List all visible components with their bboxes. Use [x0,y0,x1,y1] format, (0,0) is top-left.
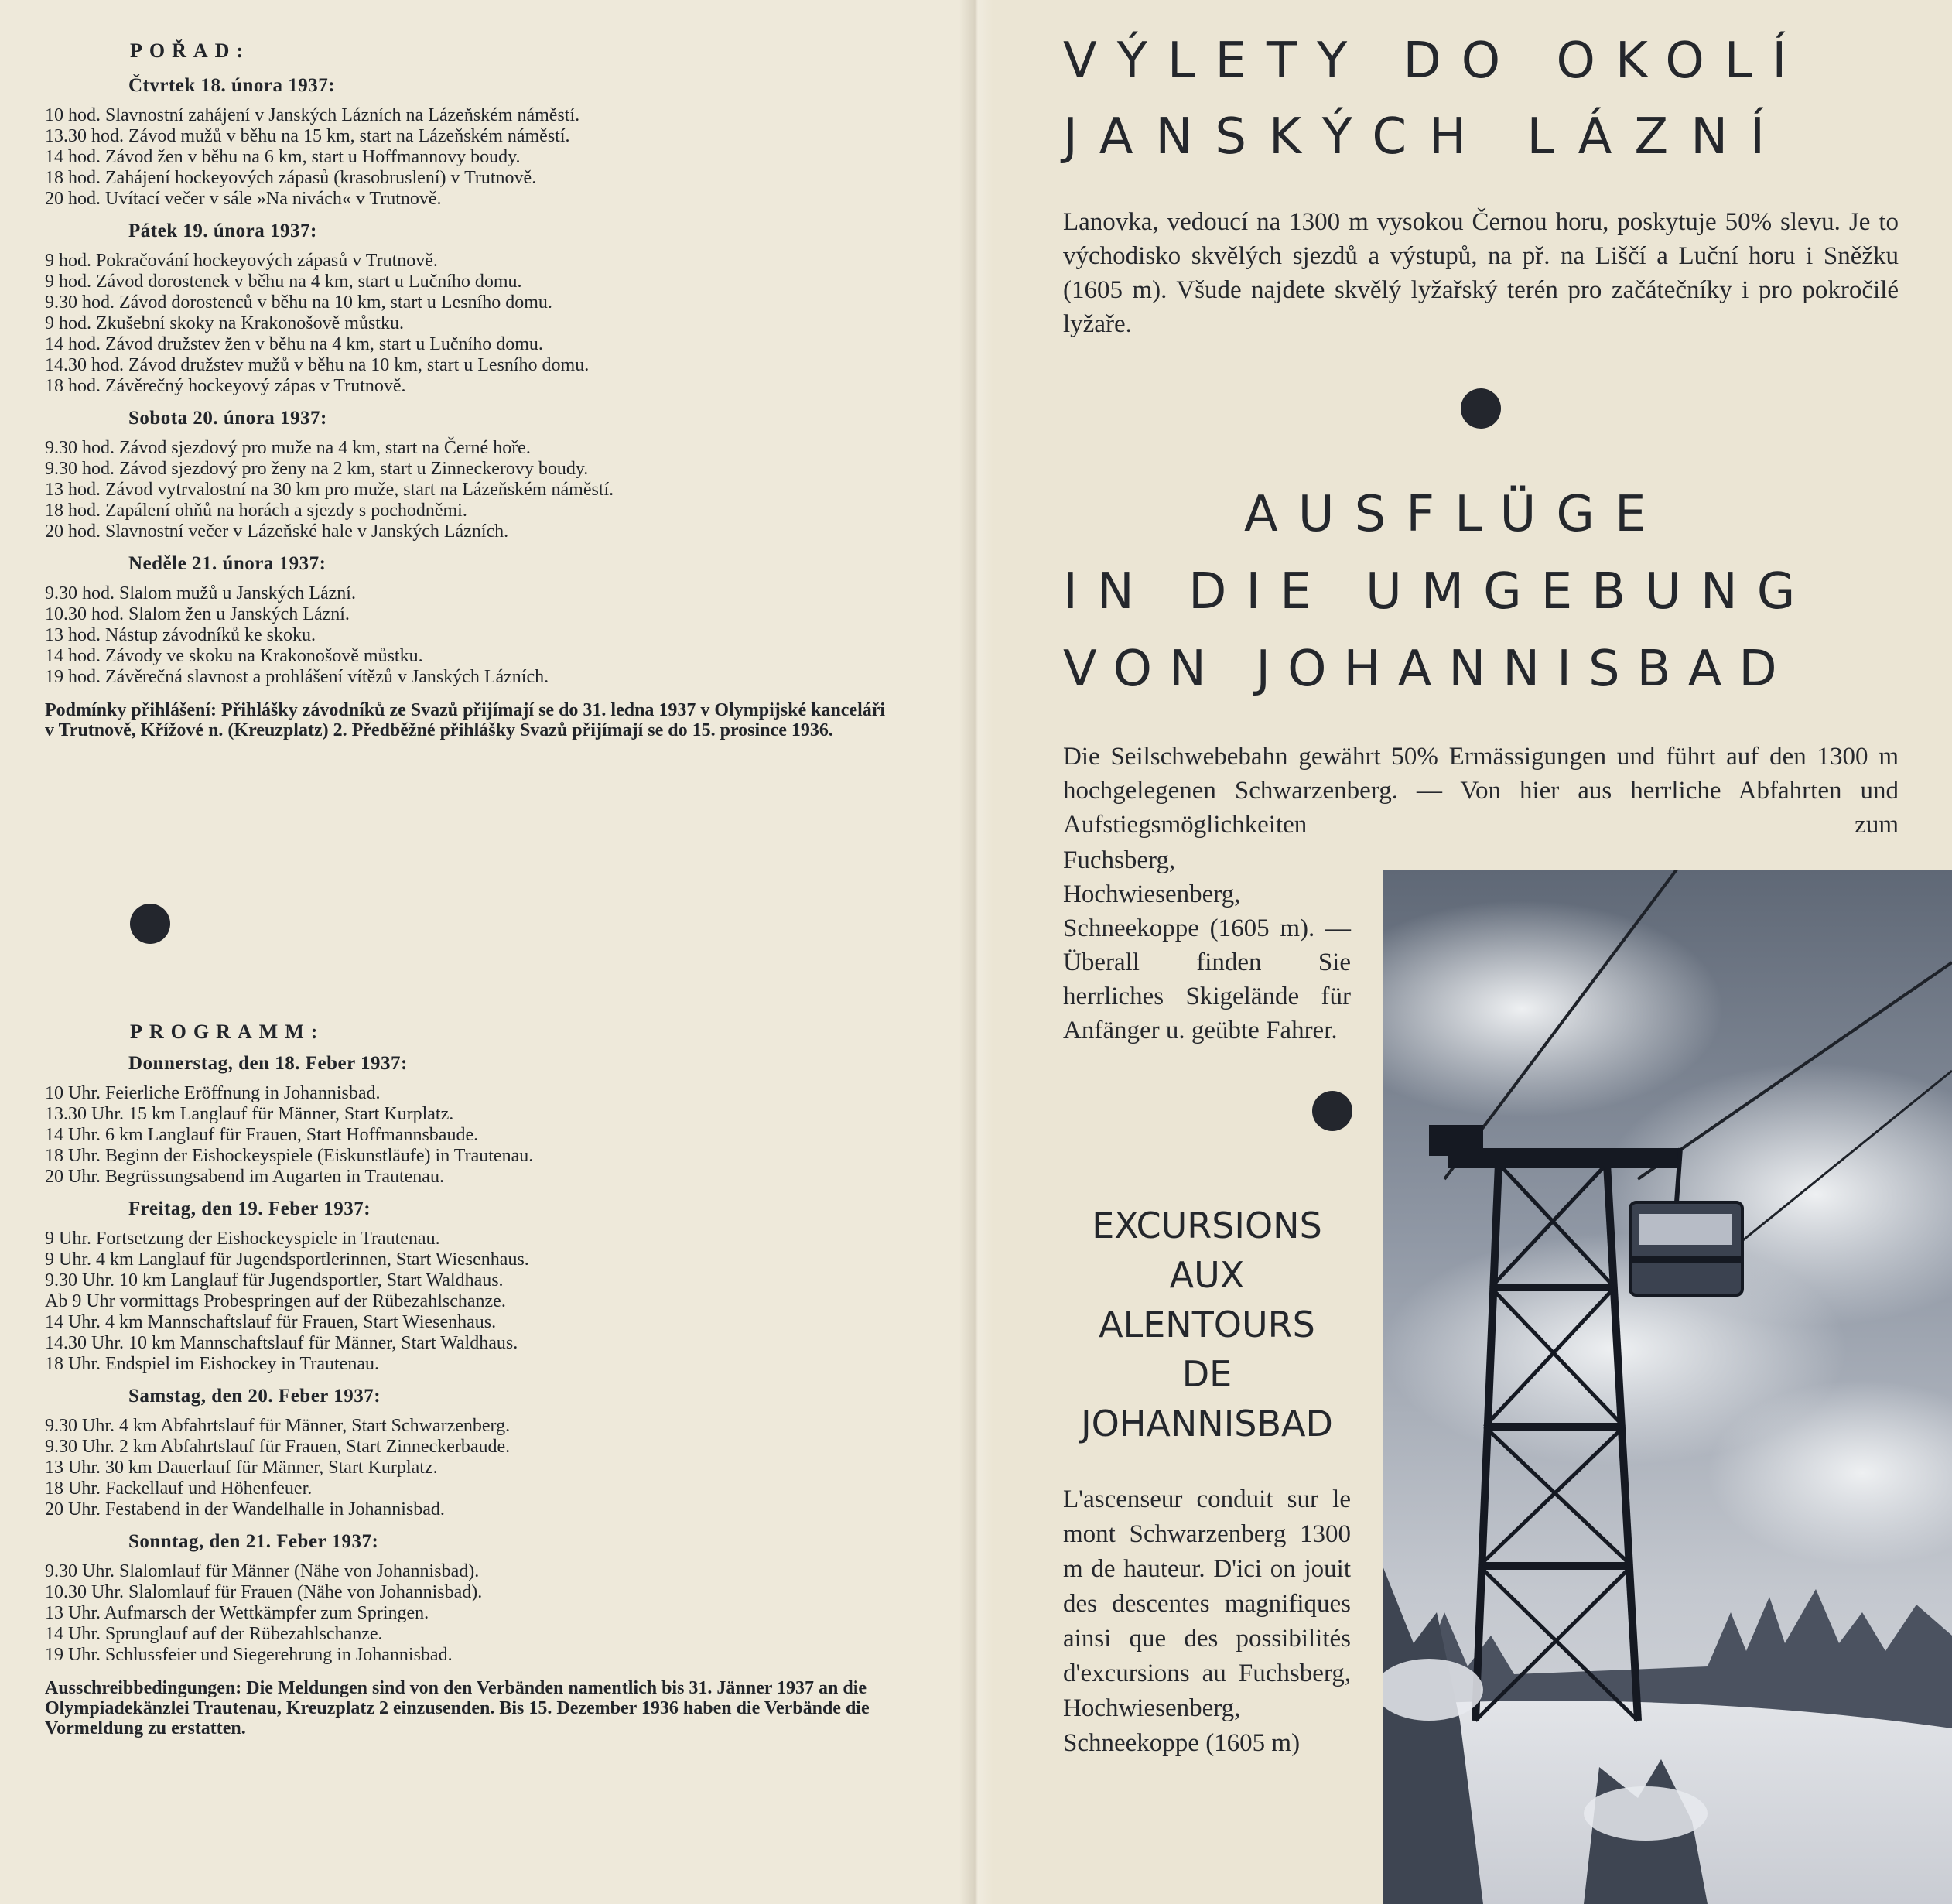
cz-schedule-line: 9.30 hod. Slalom mužů u Janských Lázní. [45,583,356,603]
page-fold [959,0,993,1904]
cz-day-heading: Neděle 21. února 1937: [128,553,326,574]
de-schedule-line: 13 Uhr. 30 km Dauerlauf für Männer, Start Kurplatz. [45,1458,438,1478]
de-day-heading: Samstag, den 20. Feber 1937: [128,1386,381,1407]
de-schedule-line: 9.30 Uhr. Slalomlauf für Männer (Nähe von Johannisbad). [45,1561,480,1581]
bullet-dot [1312,1091,1352,1131]
de-schedule-line: 9.30 Uhr. 4 km Abfahrtslauf für Männer, Start Schwarzenberg. [45,1416,511,1436]
de-programme [45,1021,904,1738]
cz-schedule-line: 9.30 hod. Závod dorostenců v běhu na 10 km, start u Lesního domu. [45,292,552,313]
de-schedule-line: 18 Uhr. Beginn der Eishockeyspiele (Eiskunstläufe) in Trautenau. [45,1146,534,1166]
fr-heading-line: AUX [1169,1254,1245,1296]
fr-excursions-text: L'ascenseur conduit sur le mont Schwarzenberg 1300 m de hauteur. D'ici on jouit des descentes magnifiques ainsi que des possibilités d'excursions au Fuchsberg, Hochwiesenberg, Schneekoppe (1605 m) [1063,1485,1351,1757]
de-day-heading: Sonntag, den 21. Feber 1937: [128,1531,379,1552]
cz-schedule-line: 18 hod. Zapálení ohňů na horách a sjezdy s pochodněmi. [45,501,467,521]
de-heading-line-3: VON JOHANNISBAD [1063,641,1794,698]
cz-schedule-line: 14 hod. Závod žen v běhu na 6 km, start u Hoffmannovy boudy. [45,147,521,167]
fr-heading [1060,1201,1354,1448]
fr-heading-line: ALENTOURS [1099,1304,1315,1345]
cz-schedule-line: 13 hod. Nástup závodníků ke skoku. [45,625,316,645]
cz-schedule-line: 14.30 hod. Závod družstev mužů v běhu na 10 km, start u Lesního domu. [45,355,590,375]
cz-schedule-line: 9 hod. Pokračování hockeyových zápasů v Trutnově. [45,251,438,271]
cz-excursions-text: Lanovka, vedoucí na 1300 m vysokou Černou horu, poskytuje 50% slevu. Je to východisko skvělých sjezdů a výstupů, na př. na Liščí a Luční horu i Sněžku (1605 m). Všude najdete skvělý lyžařský terén pro začátečníky i pro pokročilé lyžaře. [1063,208,1899,338]
cable-car-photo [1383,870,1952,1904]
cz-day-heading: Sobota 20. února 1937: [128,408,327,429]
de-schedule-line: Ab 9 Uhr vormittags Probespringen auf der Rübezahlschanze. [45,1291,506,1311]
de-schedule-line: 18 Uhr. Fackellauf und Höhenfeuer. [45,1478,313,1499]
cz-schedule-line: 14 hod. Závod družstev žen v běhu na 4 km, start u Lučního domu. [45,334,543,354]
cz-schedule-line: 20 hod. Slavnostní večer v Lázeňské hale v Janských Lázních. [45,521,509,542]
de-schedule-line: 9.30 Uhr. 2 km Abfahrtslauf für Frauen, Start Zinneckerbaude. [45,1437,511,1457]
de-excursions-text: Die Seilschwebebahn gewährt 50% Ermässigungen und führt auf den 1300 m hochgelegenen Schwarzenberg. — Von hier aus herrliche Abfahrten und Aufstiegsmöglichkeiten zum [1063,743,1899,839]
cz-schedule-line: 18 hod. Závěrečný hockeyový zápas v Trutnově. [45,376,406,396]
cz-programme [45,40,904,740]
cz-schedule-line: 9.30 hod. Závod sjezdový pro ženy na 2 km, start u Zinneckerovy boudy. [45,459,589,479]
de-schedule-line: 9 Uhr. Fortsetzung der Eishockeyspiele in Trautenau. [45,1229,440,1249]
de-day-heading: Donnerstag, den 18. Feber 1937: [128,1053,408,1074]
cz-schedule-line: 9.30 hod. Závod sjezdový pro muže na 4 km, start na Černé hoře. [45,438,531,458]
bullet-dot [130,904,170,944]
de-excursions-text-narrow: Fuchsberg, Hochwiesenberg, Schneekoppe (1605 m). — Überall finden Sie herrliches Skigelände für Anfänger u. geübte Fahrer. [1063,846,1351,1044]
cz-day-heading: Čtvrtek 18. února 1937: [128,75,336,96]
de-schedule-line: 18 Uhr. Endspiel im Eishockey in Trautenau. [45,1354,379,1374]
de-heading-line-2: IN DIE UMGEBUNG [1063,563,1815,620]
de-schedule-line: 10 Uhr. Feierliche Eröffnung in Johannisbad. [45,1083,381,1103]
cz-days [45,75,904,688]
de-schedule-line: 13 Uhr. Aufmarsch der Wettkämpfer zum Springen. [45,1603,429,1623]
cz-schedule-line: 10 hod. Slavnostní zahájení v Janských Lázních na Lázeňském náměstí. [45,105,580,125]
de-schedule-line: 20 Uhr. Begrüssungsabend im Augarten in Trautenau. [45,1167,444,1187]
cz-heading-line-2: JANSKÝCH LÁZNÍ [1063,108,1787,166]
fr-heading-line: DE [1181,1353,1232,1395]
cz-schedule-line: 13 hod. Závod vytrvalostní na 30 km pro muže, start na Lázeňském náměstí. [45,480,614,500]
de-schedule-line: 14 Uhr. 6 km Langlauf für Frauen, Start Hoffmannsbaude. [45,1125,479,1145]
cz-schedule-line: 20 hod. Uvítací večer v sále »Na nivách« v Trutnově. [45,189,442,209]
bullet-dot [1461,388,1501,429]
cz-schedule-line: 13.30 hod. Závod mužů v běhu na 15 km, start na Lázeňském náměstí. [45,126,570,146]
de-days [45,1053,904,1666]
de-schedule-line: 9.30 Uhr. 10 km Langlauf für Jugendsportler, Start Waldhaus. [45,1270,504,1290]
cz-day-heading: Pátek 19. února 1937: [128,220,317,241]
de-schedule-line: 14.30 Uhr. 10 km Mannschaftslauf für Männer, Start Waldhaus. [45,1333,518,1353]
fr-heading-line: JOHANNISBAD [1081,1403,1333,1444]
de-schedule-line: 13.30 Uhr. 15 km Langlauf für Männer, Start Kurplatz. [45,1104,454,1124]
cz-conditions: Podmínky přihlášení: Přihlášky závodníků ze Svazů přijímají se do 31. ledna 1937 v Olympijské kanceláři v Trutnově, Křížové n. (Kreuzplatz) 2. Předběžné přihlášky Svazů přijímají se do 15. prosince 1936. [45,700,886,740]
cz-programme-title: POŘAD: [130,39,251,62]
de-schedule-line: 10.30 Uhr. Slalomlauf für Frauen (Nähe von Johannisbad). [45,1582,483,1602]
cz-heading-line-1: VÝLETY DO OKOLÍ [1063,32,1807,90]
cz-schedule-line: 18 hod. Zahájení hockeyových zápasů (krasobruslení) v Trutnově. [45,168,537,188]
de-schedule-line: 20 Uhr. Festabend in der Wandelhalle in Johannisbad. [45,1499,445,1519]
de-schedule-line: 14 Uhr. Sprunglauf auf der Rübezahlschanze. [45,1624,383,1644]
cz-schedule-line: 9 hod. Závod dorostenek v běhu na 4 km, start u Lučního domu. [45,272,522,292]
cz-schedule-line: 14 hod. Závody ve skoku na Krakonošově můstku. [45,646,423,666]
cz-schedule-line: 10.30 hod. Slalom žen u Janských Lázní. [45,604,350,624]
fr-heading-line: EXCURSIONS [1092,1205,1322,1246]
de-day-heading: Freitag, den 19. Feber 1937: [128,1198,371,1219]
de-schedule-line: 19 Uhr. Schlussfeier und Siegerehrung in Johannisbad. [45,1645,453,1665]
cz-schedule-line: 19 hod. Závěrečná slavnost a prohlášení vítězů v Janských Lázních. [45,667,549,687]
de-conditions: Ausschreibbedingungen: Die Meldungen sind von den Verbänden namentlich bis 31. Jänner 1937 an die Olympiadekänzlei Trautenau, Kreuzplatz 2 einzusenden. Bis 15. Dezember 1936 haben die Verbände die Vormeldung zu erstatten. [45,1678,870,1738]
cz-schedule-line: 9 hod. Zkušební skoky na Krakonošově můstku. [45,313,404,333]
de-schedule-line: 9 Uhr. 4 km Langlauf für Jugendsportlerinnen, Start Wiesenhaus. [45,1249,529,1270]
de-programme-title: PROGRAMM: [130,1020,325,1043]
cable-car-photo-image [1383,870,1952,1904]
de-schedule-line: 14 Uhr. 4 km Mannschaftslauf für Frauen, Start Wiesenhaus. [45,1312,497,1332]
de-heading-line-1: AUSFLÜGE [1244,486,1667,543]
